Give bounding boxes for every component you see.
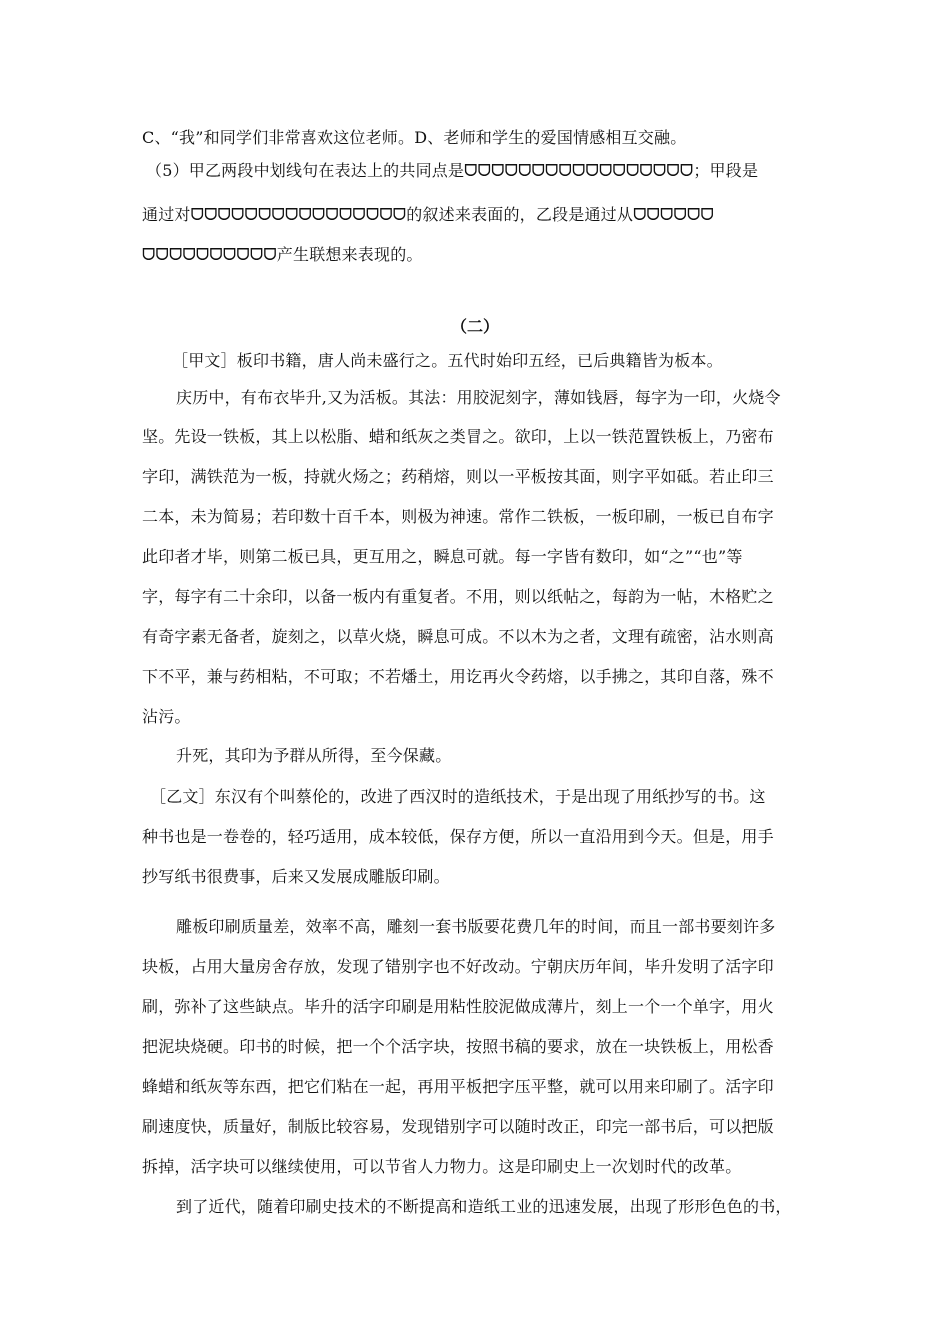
yi-text-line-3: 抄写纸书很费事，后来又发展成雕版印刷。 — [142, 867, 450, 886]
yi-text-line-5: 块板，占用大量房舍存放，发现了错别字也不好改动。宁朝庆历年间，毕升发明了活字印 — [142, 957, 774, 976]
jia-text-line-11: 升死，其印为予群从所得，至今保藏。 — [176, 746, 452, 765]
jia-text-line-6: 此印者才毕，则第二板已具，更互用之，瞬息可就。每一字皆有数印，如“之”“也”等 — [142, 547, 743, 566]
yi-text-line-4: 雕板印刷质量差，效率不高，雕刻一套书版要花费几年的时间，而且一部书要刻许多 — [176, 917, 776, 936]
section-title: （二） — [450, 317, 499, 336]
jia-text-line-8: 有奇字素无备者，旋刻之，以草火烧，瞬息可成。不以木为之者，文理有疏密，沾水则高 — [142, 627, 774, 646]
jia-text-line-9: 下不平，兼与药相粘，不可取；不若燔土，用讫再火令药熔，以手拂之，其印自落，殊不 — [142, 667, 774, 686]
jia-text-line-1: ［甲文］板印书籍，唐人尚未盛行之。五代时始印五经，已后典籍皆为板本。 — [172, 351, 723, 370]
jia-text-line-3: 坚。先设一铁板，其上以松脂、蜡和纸灰之类冒之。欲印，上以一铁范置铁板上，乃密布 — [142, 427, 774, 446]
yi-text-line-9: 刷速度快，质量好，制版比较容易，发现错别字可以随时改正，印完一部书后，可以把版 — [142, 1117, 774, 1136]
yi-text-line-10: 拆掉，活字块可以继续使用，可以节省人力物力。这是印刷史上一次划时代的改革。 — [142, 1157, 742, 1176]
jia-text-line-7: 字，每字有二十余印，以备一板内有重复者。不用，则以纸帖之，每韵为一帖，木格贮之 — [142, 587, 774, 606]
question-5-line-2: 通过对ᗜᗜᗜᗜᗜᗜᗜᗜᗜᗜᗜᗜᗜᗜᗜᗜ的叙述来表面的，乙段是通过从ᗜᗜᗜᗜᗜᗜ — [142, 205, 714, 224]
jia-text-line-4: 字印，满铁范为一板，持就火炀之；药稍熔，则以一平板按其面，则字平如砥。若止印三 — [142, 467, 774, 486]
jia-text-line-2: 庆历中，有布衣毕升,又为活板。其法：用胶泥刻字，薄如钱唇，每字为一印，火烧令 — [176, 388, 781, 407]
yi-text-line-1: ［乙文］东汉有个叫蔡伦的，改进了西汉时的造纸技术，于是出现了用纸抄写的书。这 — [150, 787, 766, 806]
yi-text-line-7: 把泥块烧硬。印书的时候，把一个个活字块，按照书稿的要求，放在一块铁板上，用松香 — [142, 1037, 774, 1056]
yi-text-line-8: 蜂蜡和纸灰等东西，把它们粘在一起，再用平板把字压平整，就可以用来印刷了。活字印 — [142, 1077, 774, 1096]
jia-text-line-10: 沾污。 — [142, 707, 191, 726]
yi-text-line-2: 种书也是一卷卷的，轻巧适用，成本较低，保存方便，所以一直沿用到今天。但是，用手 — [142, 827, 774, 846]
option-cd-line: C、“我”和同学们非常喜欢这位老师。D、老师和学生的爱国情感相互交融。 — [142, 128, 687, 147]
question-5-line-3: ᗜᗜᗜᗜᗜᗜᗜᗜᗜᗜ产生联想来表现的。 — [142, 245, 423, 264]
yi-text-line-6: 刷，弥补了这些缺点。毕升的活字印刷是用粘性胶泥做成薄片，刻上一个一个单字，用火 — [142, 997, 774, 1016]
yi-text-line-11: 到了近代，随着印刷史技术的不断提高和造纸工业的迅速发展，出现了形形色色的书， — [176, 1197, 792, 1216]
question-5-line-1: （5）甲乙两段中划线句在表达上的共同点是ᗜᗜᗜᗜᗜᗜᗜᗜᗜᗜᗜᗜᗜᗜᗜᗜᗜ；甲段是 — [146, 161, 759, 180]
jia-text-line-5: 二本，未为简易；若印数十百千本，则极为神速。常作二铁板，一板印刷，一板已自布字 — [142, 507, 774, 526]
